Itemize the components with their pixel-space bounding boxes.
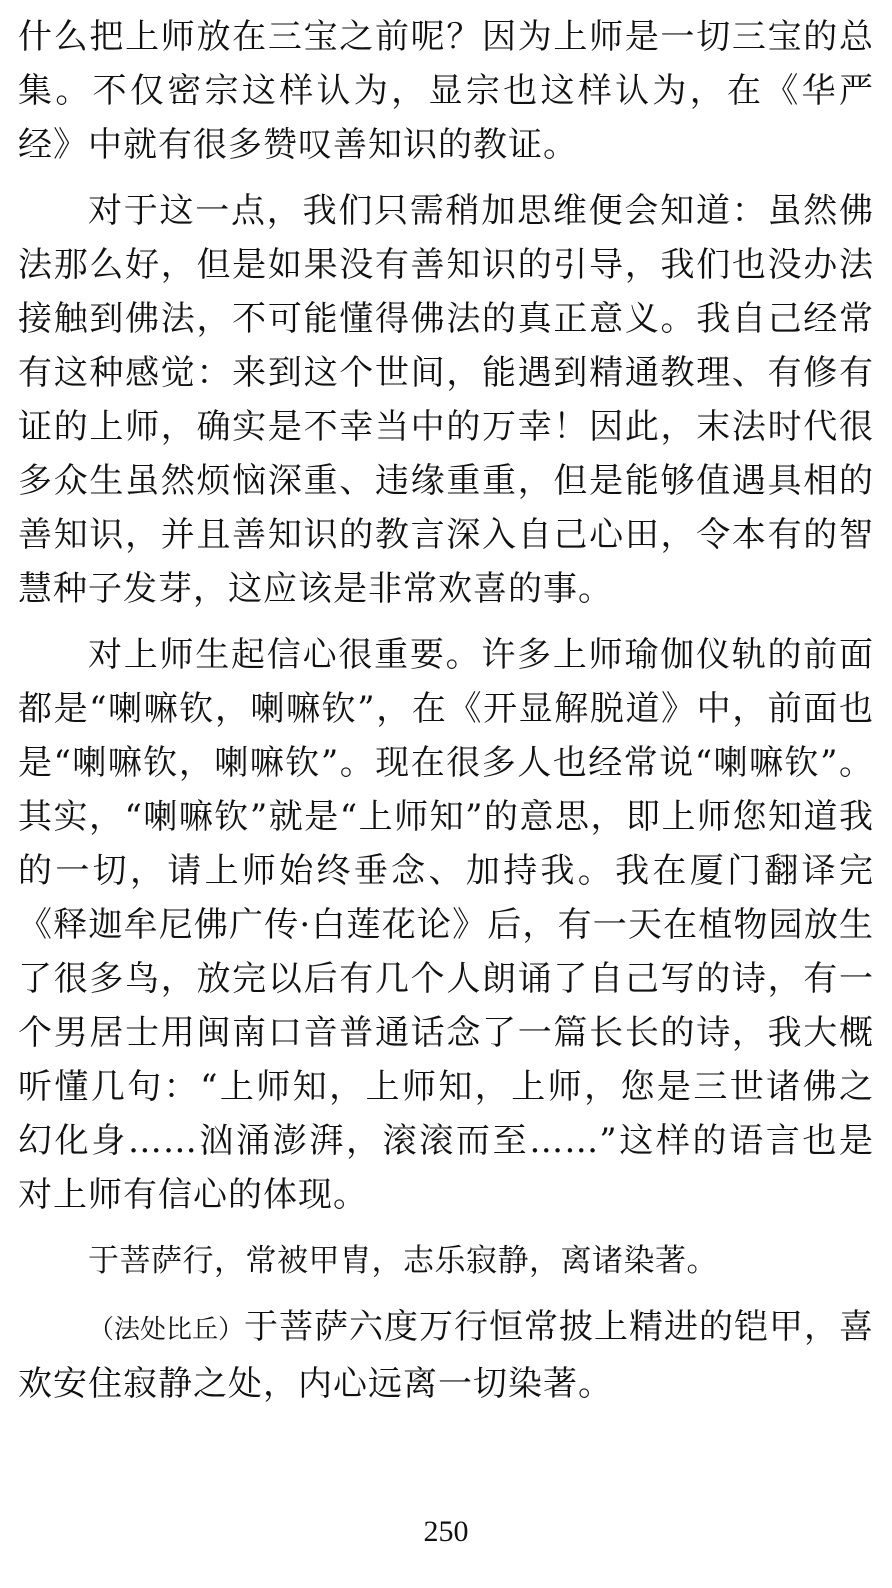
commentary-speaker: （法处比丘）	[88, 1315, 245, 1345]
commentary-text: 于菩萨六度万行恒常披上精进的铠甲，喜欢安住寂静之处，内心远离一切染著。	[18, 1307, 875, 1404]
page-number: 250	[423, 1515, 469, 1548]
paragraph-2: 对于这一点，我们只需稍加思维便会知道：虽然佛法那么好，但是如果没有善知识的引导，我们也没办法接触到佛法，不可能懂得佛法的真正意义。我自己经常有这种感觉：来到这个世间，能遇到精通教理、有修有证的上师，确实是不幸当中的万幸！因此，末法时代很多众生虽然烦恼深重、违缘重重，但是能够值遇具相的善知识，并且善知识的教言深入自己心田，令本有的智慧种子发芽，这应该是非常欢喜的事。	[18, 191, 874, 609]
sutra-verse: 于菩萨行，常被甲胄，志乐寂静，离诸染著。	[88, 1243, 718, 1279]
paragraph-1: 什么把上师放在三宝之前呢？因为上师是一切三宝的总集。不仅密宗这样认为，显宗也这样认为，在《华严经》中就有很多赞叹善知识的教证。	[18, 17, 874, 165]
paragraph-3: 对上师生起信心很重要。许多上师瑜伽仪轨的前面都是“喇嘛钦，喇嘛钦”，在《开显解脱道》中，前面也是“喇嘛钦，喇嘛钦”。现在很多人也经常说“喇嘛钦”。其实，“喇嘛钦”就是“上师知”的意思，即上师您知道我的一切，请上师始终垂念、加持我。我在厦门翻译完《释迦牟尼佛广传·白莲花论》后，有一天在植物园放生了很多鸟，放完以后有几个人朗诵了自己写的诗，有一个男居士用闽南口音普通话念了一篇长长的诗，我大概听懂几句：“上师知，上师知，上师，您是三世诸佛之幻化身……汹涌澎湃，滚滚而至……”这样的语言也是对上师有信心的体现。	[18, 635, 874, 1215]
commentary-paragraph	[18, 1300, 874, 1411]
page-body	[18, 10, 874, 1411]
